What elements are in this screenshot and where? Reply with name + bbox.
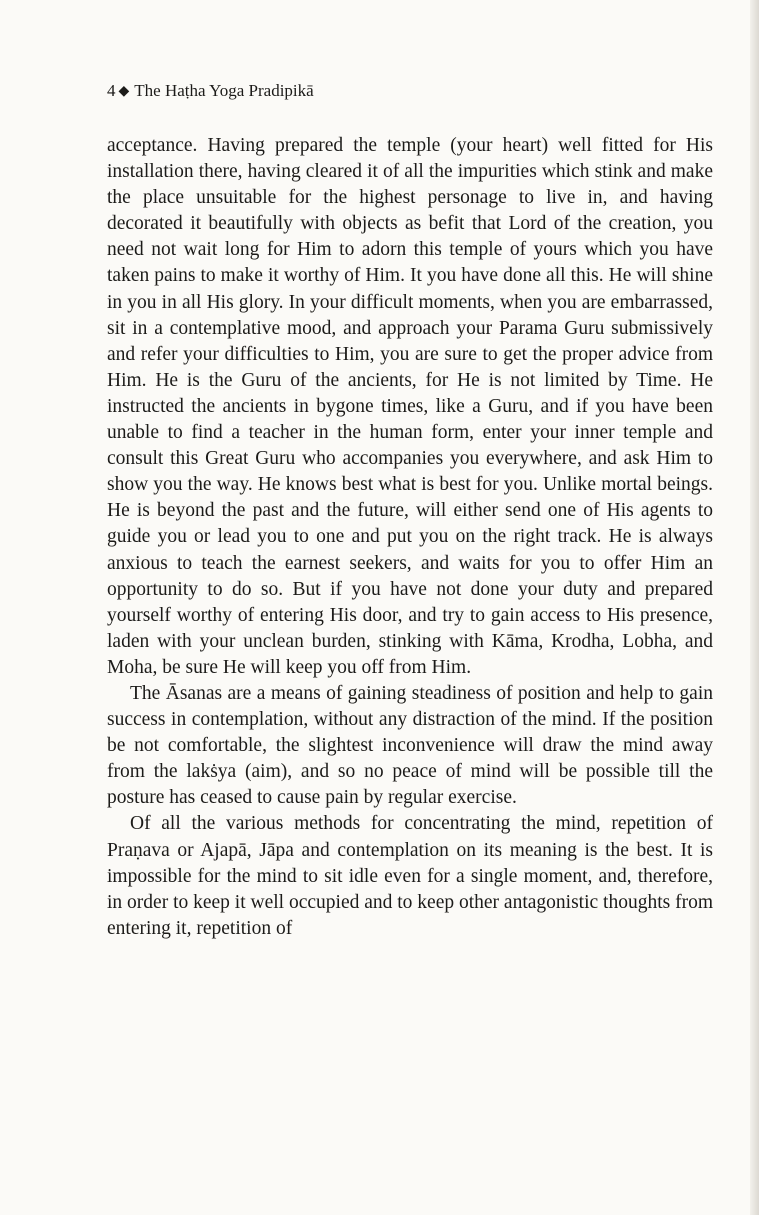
page-number: 4: [107, 81, 116, 100]
running-head: [107, 80, 314, 102]
paragraph-continuation: acceptance. Having prepared the temple (your heart) well fitted for His installation there, having cleared it of all the impurities which stink and make the place unsuitable for the highest personage to live in, and having decorated it beautifully with objects as befit that Lord of the creation, you need not wait long for Him to adorn this temple of yours which you have taken pains to make it worthy of Him. It you have done all this. He will shine in you in all His glory. In your difficult moments, when you are embarrassed, sit in a contemplative mood, and approach your Parama Guru submissively and refer your difficulties to Him, you are sure to get the proper advice from Him. He is the Guru of the ancients, for He is not limited by Time. He instructed the ancients in bygone times, like a Guru, and if you have been unable to find a teacher in the human form, enter your inner temple and consult this Great Guru who accompanies you everywhere, and ask Him to show you the way. He knows best what is best for you. Unlike mortal beings. He is beyond the past and the future, will either send one of His agents to guide you or lead you to one and put you on the right track. He is always anxious to teach the earnest seekers, and waits for you to offer Him an opportunity to do so. But if you have not done your duty and prepared yourself worthy of entering His door, and try to gain access to His presence, laden with your unclean burden, stinking with Kāma, Krodha, Lobha, and Moha, be sure He will keep you off from Him.: [107, 135, 713, 678]
paragraph-pranava: Of all the various methods for concentrating the mind, repetition of Praṇava or Ajapā, Jāpa and contemplation on its meaning is the best. It is impossible for the mind to sit idle even for a single moment, and, therefore, in order to keep it well occupied and to keep other antagonistic thoughts from entering it, repetition of: [107, 813, 713, 939]
diamond-icon: ◆: [118, 84, 130, 99]
body-text: [107, 133, 713, 942]
book-title: The Haṭha Yoga Pradipikā: [134, 81, 314, 100]
page-edge-shadow: [750, 0, 759, 1215]
paragraph-asanas: The Āsanas are a means of gaining steadiness of position and help to gain success in contemplation, without any distraction of the mind. If the position be not comfortable, the slightest inconvenience will draw the mind away from the lakṡya (aim), and so no peace of mind will be possible till the posture has ceased to cause pain by regular exercise.: [107, 682, 713, 809]
